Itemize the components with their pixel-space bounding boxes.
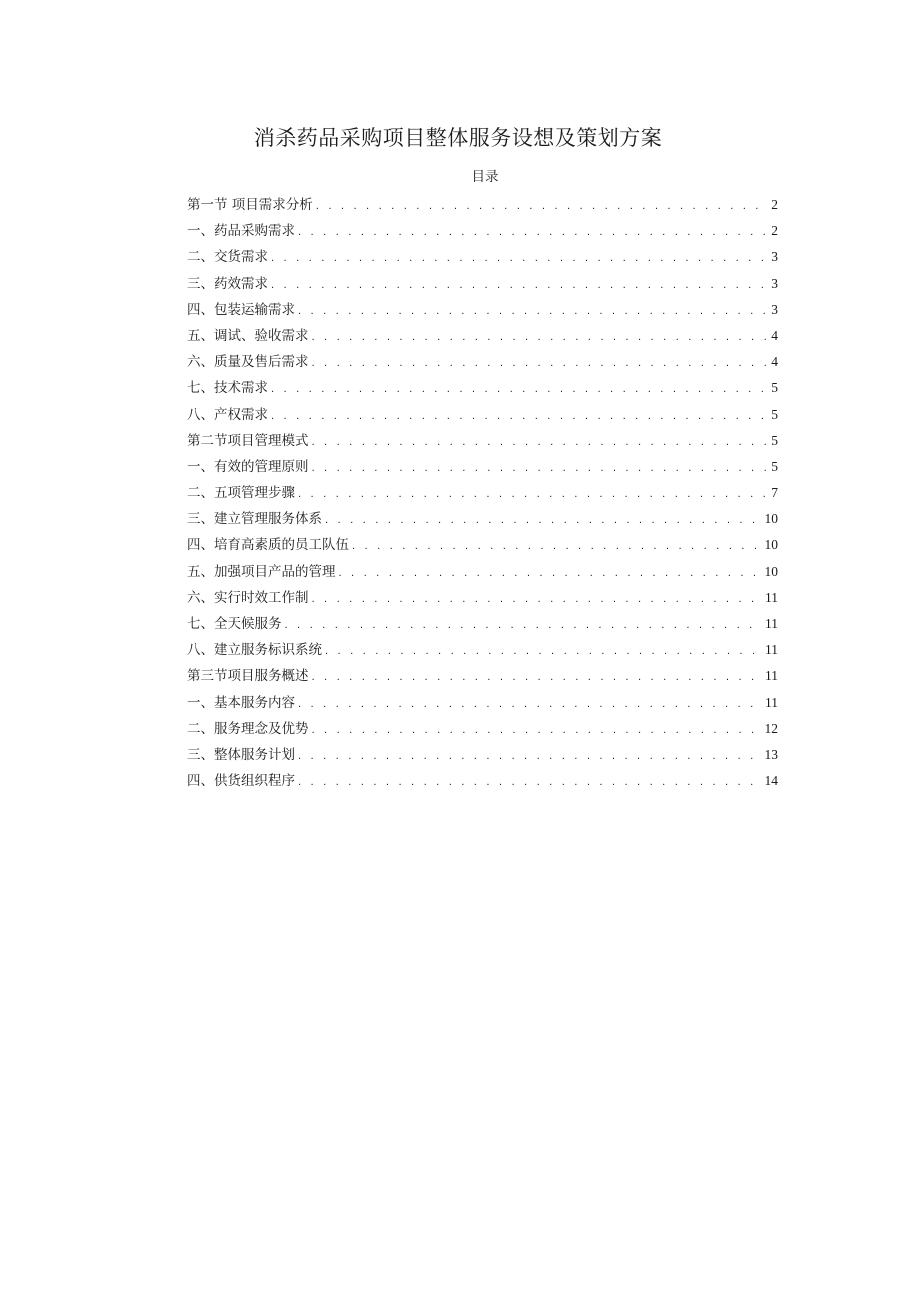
toc-dot-leader bbox=[298, 482, 768, 508]
toc-entry-page-number: 7 bbox=[771, 485, 778, 501]
toc-entry[interactable] bbox=[187, 375, 778, 401]
toc-entry-label: 三、建立管理服务体系 bbox=[187, 511, 322, 528]
toc-entry-label: 七、技术需求 bbox=[187, 380, 268, 397]
toc-entry[interactable] bbox=[187, 192, 778, 218]
toc-entry-label: 五、调试、验收需求 bbox=[187, 327, 309, 344]
toc-entry[interactable] bbox=[187, 244, 778, 270]
toc-entry-page-number: 14 bbox=[764, 773, 778, 789]
toc-dot-leader bbox=[325, 639, 762, 665]
toc-entry[interactable] bbox=[187, 768, 778, 794]
toc-dot-leader bbox=[316, 194, 768, 220]
toc-dot-leader bbox=[298, 692, 762, 718]
toc-dot-leader bbox=[325, 508, 762, 534]
toc-entry-page-number: 3 bbox=[771, 249, 778, 265]
toc-entry-label: 二、五项管理步骤 bbox=[187, 485, 295, 502]
toc-dot-leader bbox=[312, 430, 769, 456]
toc-entry-page-number: 5 bbox=[771, 458, 778, 474]
toc-entry-label: 三、药效需求 bbox=[187, 275, 268, 292]
toc-entry-label: 第二节项目管理模式 bbox=[187, 432, 309, 449]
toc-entry[interactable] bbox=[187, 428, 778, 454]
toc-dot-leader bbox=[298, 744, 762, 770]
toc-entry-page-number: 10 bbox=[764, 511, 778, 527]
toc-entry-label: 一、药品采购需求 bbox=[187, 223, 295, 240]
document-title: 消杀药品采购项目整体服务设想及策划方案 bbox=[253, 126, 663, 150]
toc-entry-label: 一、基本服务内容 bbox=[187, 694, 295, 711]
toc-entry[interactable] bbox=[187, 611, 778, 637]
toc-dot-leader bbox=[312, 351, 769, 377]
toc-entry-page-number: 5 bbox=[771, 406, 778, 422]
toc-entry-label: 四、培育高素质的员工队伍 bbox=[187, 537, 349, 554]
toc-entry[interactable] bbox=[187, 349, 778, 375]
toc-entry-page-number: 12 bbox=[764, 720, 778, 736]
toc-entry-page-number: 10 bbox=[764, 537, 778, 553]
toc-entry-label: 八、产权需求 bbox=[187, 406, 268, 423]
toc-dot-leader bbox=[298, 770, 762, 796]
toc-dot-leader bbox=[339, 561, 762, 587]
toc-dot-leader bbox=[271, 404, 768, 430]
toc-entry[interactable] bbox=[187, 218, 778, 244]
toc-entry[interactable] bbox=[187, 742, 778, 768]
toc-entry-label: 八、建立服务标识系统 bbox=[187, 642, 322, 659]
toc-entry[interactable] bbox=[187, 480, 778, 506]
toc-entry-label: 五、加强项目产品的管理 bbox=[187, 563, 336, 580]
toc-entry-label: 四、包装运输需求 bbox=[187, 301, 295, 318]
toc-heading: 目录 bbox=[471, 169, 499, 185]
toc-dot-leader bbox=[271, 273, 768, 299]
toc-entry[interactable] bbox=[187, 637, 778, 663]
toc-dot-leader bbox=[271, 246, 768, 272]
toc-entry[interactable] bbox=[187, 297, 778, 323]
toc-entry-page-number: 4 bbox=[771, 354, 778, 370]
toc-entry-label: 七、全天候服务 bbox=[187, 616, 282, 632]
toc-entry-page-number: 2 bbox=[771, 197, 778, 212]
toc-entry-label: 二、交货需求 bbox=[187, 249, 268, 266]
toc-entry-page-number: 3 bbox=[771, 275, 778, 291]
toc-entry-label: 二、服务理念及优势 bbox=[187, 720, 309, 737]
toc-dot-leader bbox=[312, 718, 762, 744]
toc-entry-label: 三、整体服务计划 bbox=[187, 746, 295, 763]
toc-dot-leader bbox=[312, 587, 763, 613]
toc-entry-page-number: 11 bbox=[765, 694, 778, 710]
table-of-contents bbox=[187, 192, 778, 794]
toc-dot-leader bbox=[352, 534, 762, 560]
toc-dot-leader bbox=[312, 325, 769, 351]
toc-entry[interactable] bbox=[187, 271, 778, 297]
toc-entry-page-number: 5 bbox=[771, 432, 778, 448]
toc-entry-label: 第一节 项目需求分析 bbox=[187, 197, 313, 213]
toc-entry-label: 四、供货组织程序 bbox=[187, 773, 295, 790]
toc-entry-page-number: 11 bbox=[765, 668, 778, 684]
toc-entry[interactable] bbox=[187, 585, 778, 611]
toc-dot-leader bbox=[298, 299, 768, 325]
toc-entry-page-number: 2 bbox=[771, 223, 778, 239]
toc-entry-label: 第三节项目服务概述 bbox=[187, 668, 309, 685]
toc-entry[interactable] bbox=[187, 663, 778, 689]
toc-entry[interactable] bbox=[187, 506, 778, 532]
toc-entry-label: 六、质量及售后需求 bbox=[187, 354, 309, 371]
toc-dot-leader bbox=[271, 377, 768, 403]
toc-entry[interactable] bbox=[187, 716, 778, 742]
toc-entry-label: 一、有效的管理原则 bbox=[187, 458, 309, 475]
toc-entry-page-number: 11 bbox=[765, 589, 778, 605]
toc-dot-leader bbox=[312, 456, 769, 482]
toc-entry-page-number: 5 bbox=[771, 380, 778, 396]
toc-dot-leader bbox=[312, 665, 763, 691]
toc-entry[interactable] bbox=[187, 532, 778, 558]
toc-dot-leader bbox=[285, 613, 763, 639]
toc-entry[interactable] bbox=[187, 690, 778, 716]
toc-entry-page-number: 11 bbox=[765, 642, 778, 658]
toc-entry-page-number: 11 bbox=[765, 616, 778, 631]
toc-entry-page-number: 10 bbox=[764, 563, 778, 579]
toc-entry-page-number: 3 bbox=[771, 301, 778, 317]
toc-entry[interactable] bbox=[187, 454, 778, 480]
toc-entry[interactable] bbox=[187, 559, 778, 585]
toc-entry[interactable] bbox=[187, 402, 778, 428]
toc-entry-label: 六、实行时效工作制 bbox=[187, 589, 309, 606]
toc-entry[interactable] bbox=[187, 323, 778, 349]
toc-entry-page-number: 4 bbox=[771, 327, 778, 343]
toc-entry-page-number: 13 bbox=[764, 746, 778, 762]
toc-dot-leader bbox=[298, 220, 768, 246]
